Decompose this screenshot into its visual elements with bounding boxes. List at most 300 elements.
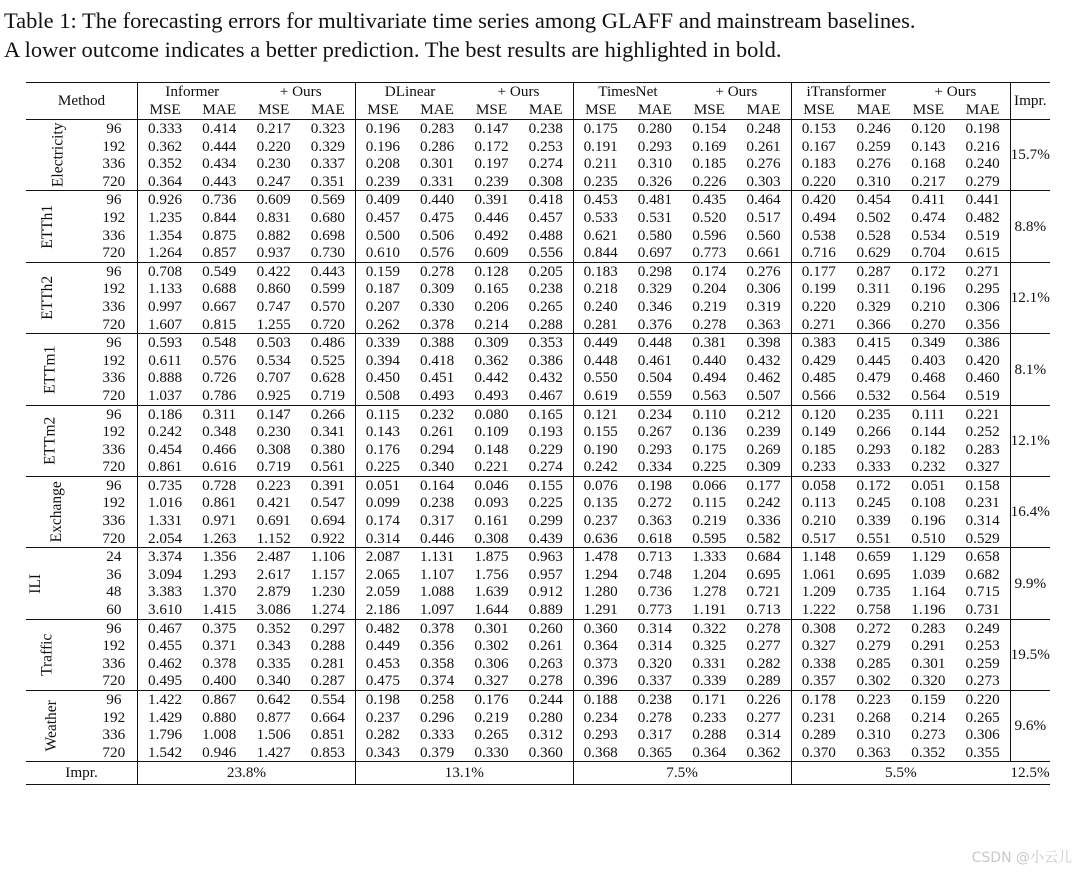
value-cell: 0.882	[256, 226, 291, 244]
value-cell: 0.306	[956, 726, 1010, 744]
model-header-informer-ours: + Ours	[246, 83, 355, 102]
value-cell: 1.370	[202, 583, 237, 601]
value-cell: 0.860	[256, 280, 291, 298]
value-cell: 1.133	[147, 280, 183, 298]
value-cell: 0.297	[301, 619, 355, 637]
value-cell: 0.503	[256, 334, 291, 352]
model-header-dlinear: DLinear	[384, 83, 436, 100]
value-cell: 0.454	[856, 191, 891, 209]
value-cell: 0.520	[692, 208, 727, 226]
value-cell: 0.349	[911, 334, 946, 352]
horizon-cell: 192	[91, 209, 138, 227]
value-cell: 0.310	[856, 726, 891, 744]
value-cell: 0.320	[911, 672, 946, 690]
value-cell: 0.219	[474, 708, 509, 726]
value-cell: 0.242	[147, 423, 183, 441]
horizon-cell: 96	[91, 476, 138, 494]
value-cell: 0.265	[956, 709, 1010, 727]
value-cell: 0.211	[583, 155, 618, 173]
value-cell: 0.517	[737, 209, 791, 227]
value-cell: 0.525	[301, 352, 355, 370]
horizon-cell: 336	[91, 726, 138, 744]
value-cell: 0.144	[911, 423, 946, 441]
value-cell: 0.276	[856, 155, 891, 173]
table-row	[26, 209, 1050, 227]
horizon-cell: 60	[91, 601, 138, 619]
value-cell: 0.363	[856, 743, 891, 761]
value-cell: 0.329	[856, 297, 891, 315]
value-cell: 0.773	[637, 601, 672, 619]
value-cell: 0.721	[737, 583, 791, 601]
value-cell: 0.773	[692, 244, 727, 262]
value-cell: 0.533	[583, 208, 618, 226]
value-cell: 0.283	[956, 441, 1010, 459]
value-cell: 0.474	[911, 208, 946, 226]
table-row	[26, 655, 1050, 673]
metric-header-mae: MAE	[856, 101, 891, 118]
metric-header-mse: MSE	[803, 101, 835, 118]
value-cell: 0.289	[801, 726, 836, 744]
metric-header-mae: MAE	[956, 101, 1010, 120]
value-cell: 3.086	[256, 601, 291, 619]
value-cell: 0.358	[419, 654, 455, 672]
value-cell: 0.697	[637, 244, 672, 262]
table-row	[26, 619, 1050, 637]
value-cell: 0.168	[911, 155, 946, 173]
table-row	[26, 316, 1050, 334]
value-cell: 0.214	[474, 315, 509, 333]
value-cell: 0.415	[856, 334, 891, 352]
value-cell: 0.165	[474, 280, 509, 298]
value-cell: 0.159	[911, 691, 946, 708]
value-cell: 0.376	[637, 315, 672, 333]
value-cell: 0.298	[637, 262, 672, 280]
value-cell: 0.363	[737, 316, 791, 334]
value-cell: 0.220	[256, 137, 291, 155]
method-header: Method	[26, 83, 138, 120]
value-cell: 0.278	[737, 619, 791, 637]
value-cell: 1.222	[801, 601, 836, 619]
value-cell: 0.453	[583, 191, 618, 209]
value-cell: 0.353	[519, 334, 573, 352]
value-cell: 0.329	[637, 280, 672, 298]
metric-header-mse: MSE	[475, 101, 508, 118]
value-cell: 0.360	[519, 744, 573, 762]
value-cell: 0.730	[301, 244, 355, 262]
value-cell: 0.274	[519, 155, 573, 173]
dataset-name-cell	[26, 691, 91, 762]
value-cell: 0.629	[856, 244, 891, 262]
value-cell: 0.457	[519, 209, 573, 227]
value-cell: 0.109	[474, 423, 509, 441]
horizon-cell: 192	[91, 637, 138, 655]
value-cell: 0.299	[519, 512, 573, 530]
value-cell: 0.664	[301, 709, 355, 727]
value-cell: 0.330	[474, 743, 509, 761]
value-cell: 0.232	[419, 405, 455, 423]
horizon-cell: 96	[91, 334, 138, 352]
value-cell: 0.274	[519, 458, 573, 476]
value-cell: 0.210	[801, 512, 836, 530]
value-cell: 0.880	[202, 708, 237, 726]
value-cell: 0.531	[637, 208, 672, 226]
value-cell: 0.561	[301, 458, 355, 476]
value-cell: 0.506	[419, 226, 455, 244]
value-cell: 0.680	[301, 209, 355, 227]
value-cell: 0.698	[301, 227, 355, 245]
value-cell: 0.411	[911, 191, 946, 209]
value-cell: 1.164	[911, 583, 946, 601]
value-cell: 0.322	[692, 619, 727, 637]
value-cell: 0.295	[956, 280, 1010, 298]
metric-header-mae: MAE	[737, 101, 791, 120]
table-row	[26, 191, 1050, 209]
value-cell: 0.355	[956, 744, 1010, 762]
value-cell: 0.963	[519, 548, 573, 566]
value-cell: 1.191	[692, 601, 727, 619]
value-cell: 0.336	[737, 512, 791, 530]
value-cell: 0.844	[202, 208, 237, 226]
value-cell: 0.351	[301, 173, 355, 191]
horizon-cell: 336	[91, 227, 138, 245]
value-cell: 0.466	[202, 440, 237, 458]
value-cell: 0.267	[637, 423, 672, 441]
value-cell: 1.196	[911, 601, 946, 619]
value-cell: 0.736	[637, 583, 672, 601]
horizon-cell: 96	[91, 405, 138, 423]
metric-header-mae: MAE	[301, 101, 355, 120]
value-cell: 0.314	[737, 726, 791, 744]
value-cell: 0.460	[956, 369, 1010, 387]
value-cell: 0.713	[737, 601, 791, 619]
value-cell: 0.352	[256, 619, 291, 637]
value-cell: 1.280	[583, 583, 618, 601]
value-cell: 0.273	[956, 672, 1010, 690]
value-cell: 1.016	[147, 494, 183, 512]
value-cell: 0.502	[856, 208, 891, 226]
value-cell: 1.294	[583, 565, 618, 583]
value-cell: 0.343	[256, 637, 291, 655]
value-cell: 0.368	[583, 743, 618, 761]
value-cell: 0.093	[474, 494, 509, 512]
value-cell: 0.226	[692, 172, 727, 190]
value-cell: 0.388	[419, 334, 455, 352]
value-cell: 0.262	[365, 315, 400, 333]
dataset-name: Weather	[42, 700, 60, 752]
value-cell: 0.398	[737, 334, 791, 352]
value-cell: 0.293	[637, 137, 672, 155]
value-cell: 0.861	[202, 494, 237, 512]
value-cell: 0.815	[202, 315, 237, 333]
value-cell: 0.293	[856, 440, 891, 458]
value-cell: 0.507	[737, 387, 791, 405]
value-cell: 0.519	[956, 227, 1010, 245]
value-cell: 1.209	[801, 583, 836, 601]
value-cell: 0.143	[365, 423, 400, 441]
value-cell: 0.172	[911, 262, 946, 280]
model-header-timesnet-ours: + Ours	[682, 83, 791, 102]
value-cell: 0.667	[202, 297, 237, 315]
value-cell: 0.175	[692, 440, 727, 458]
value-cell: 0.176	[474, 691, 509, 708]
value-cell: 0.494	[801, 208, 836, 226]
table-row	[26, 423, 1050, 441]
value-cell: 0.235	[856, 405, 891, 423]
value-cell: 0.420	[956, 352, 1010, 370]
value-cell: 0.306	[737, 280, 791, 298]
value-cell: 0.272	[637, 494, 672, 512]
value-cell: 0.329	[301, 138, 355, 156]
value-cell: 0.185	[801, 440, 836, 458]
value-cell: 0.308	[519, 173, 573, 191]
horizon-cell: 96	[91, 262, 138, 280]
value-cell: 0.684	[737, 548, 791, 566]
value-cell: 0.479	[856, 369, 891, 387]
value-cell: 0.517	[801, 529, 836, 547]
value-cell: 0.301	[474, 619, 509, 637]
value-cell: 0.066	[692, 476, 727, 494]
metric-header-mse: MSE	[912, 101, 944, 118]
value-cell: 0.237	[365, 708, 400, 726]
value-cell: 0.508	[365, 386, 400, 404]
horizon-cell: 96	[91, 191, 138, 209]
value-cell: 1.255	[256, 315, 291, 333]
value-cell: 0.610	[365, 244, 400, 262]
value-cell: 1.039	[911, 565, 946, 583]
value-cell: 0.238	[519, 280, 573, 298]
metric-header-mse: MSE	[367, 101, 399, 118]
value-cell: 0.177	[801, 262, 836, 280]
value-cell: 0.375	[202, 619, 237, 637]
value-cell: 0.283	[419, 120, 455, 137]
value-cell: 0.694	[301, 512, 355, 530]
value-cell: 0.210	[911, 297, 946, 315]
value-cell: 0.272	[856, 619, 891, 637]
value-cell: 1.037	[147, 386, 183, 404]
value-cell: 0.853	[301, 744, 355, 762]
value-cell: 0.238	[419, 494, 455, 512]
value-cell: 0.735	[147, 476, 183, 494]
value-cell: 0.444	[202, 137, 237, 155]
value-cell: 0.636	[583, 529, 618, 547]
value-cell: 0.432	[519, 369, 573, 387]
value-cell: 0.278	[419, 262, 455, 280]
value-cell: 0.446	[419, 529, 455, 547]
table-row	[26, 405, 1050, 423]
value-cell: 0.352	[911, 743, 946, 761]
value-cell: 0.391	[301, 476, 355, 494]
value-cell: 1.291	[583, 601, 618, 619]
value-cell: 0.352	[147, 155, 183, 173]
impr-summary-row	[26, 762, 1050, 785]
metric-header-mae: MAE	[420, 101, 454, 118]
dataset-name-cell	[26, 120, 91, 191]
value-cell: 0.233	[801, 458, 836, 476]
value-cell: 0.421	[256, 494, 291, 512]
value-cell: 0.619	[583, 386, 618, 404]
value-cell: 0.276	[737, 262, 791, 280]
impr-summary-value: 23.8%	[138, 762, 356, 785]
table-row	[26, 138, 1050, 156]
horizon-cell: 336	[91, 369, 138, 387]
dataset-name: ETTh1	[39, 204, 57, 249]
value-cell: 0.857	[202, 244, 237, 262]
value-cell: 1.235	[147, 208, 183, 226]
value-cell: 0.343	[365, 743, 400, 761]
value-cell: 1.356	[202, 548, 237, 566]
value-cell: 0.861	[147, 458, 183, 476]
value-cell: 1.152	[256, 529, 291, 547]
value-cell: 0.715	[956, 583, 1010, 601]
value-cell: 0.115	[692, 494, 727, 512]
value-cell: 0.333	[856, 458, 891, 476]
value-cell: 0.453	[365, 654, 400, 672]
value-cell: 0.691	[256, 512, 291, 530]
model-header-dlinear-ours: + Ours	[464, 83, 573, 102]
value-cell: 0.253	[519, 138, 573, 156]
table-row	[26, 726, 1050, 744]
value-cell: 1.278	[692, 583, 727, 601]
value-cell: 0.225	[365, 458, 400, 476]
value-cell: 0.158	[956, 476, 1010, 494]
value-cell: 0.726	[202, 369, 237, 387]
table-row	[26, 548, 1050, 566]
value-cell: 0.269	[737, 441, 791, 459]
value-cell: 0.576	[419, 244, 455, 262]
value-cell: 0.282	[365, 726, 400, 744]
value-cell: 0.450	[365, 369, 400, 387]
value-cell: 0.271	[956, 262, 1010, 280]
metric-header-mse: MSE	[585, 101, 617, 118]
value-cell: 0.248	[737, 120, 791, 138]
value-cell: 1.204	[692, 565, 727, 583]
value-cell: 0.306	[956, 298, 1010, 316]
horizon-cell: 192	[91, 494, 138, 512]
value-cell: 0.239	[474, 172, 509, 190]
value-cell: 0.259	[856, 137, 891, 155]
value-cell: 1.415	[202, 601, 237, 619]
value-cell: 0.217	[911, 172, 946, 190]
value-cell: 0.285	[856, 654, 891, 672]
value-cell: 0.758	[856, 601, 891, 619]
value-cell: 0.451	[419, 369, 455, 387]
value-cell: 0.467	[147, 619, 183, 637]
value-cell: 0.432	[737, 352, 791, 370]
table-row	[26, 583, 1050, 601]
value-cell: 0.485	[801, 369, 836, 387]
value-cell: 0.246	[856, 120, 891, 137]
dataset-name: Electricity	[49, 122, 67, 188]
value-cell: 0.174	[365, 512, 400, 530]
caption-line-2: A lower outcome indicates a better prediction. The best results are highlighted in bold.	[4, 37, 782, 62]
value-cell: 0.237	[583, 512, 618, 530]
value-cell: 0.149	[801, 423, 836, 441]
value-cell: 0.207	[365, 297, 400, 315]
value-cell: 0.564	[911, 386, 946, 404]
dataset-name-cell	[26, 476, 91, 547]
value-cell: 0.486	[301, 334, 355, 352]
value-cell: 0.310	[637, 155, 672, 173]
table-row	[26, 494, 1050, 512]
value-cell: 0.844	[583, 244, 618, 262]
horizon-cell: 192	[91, 423, 138, 441]
value-cell: 0.271	[801, 315, 836, 333]
value-cell: 0.341	[301, 423, 355, 441]
metric-header-mae: MAE	[202, 101, 237, 118]
value-cell: 0.716	[801, 244, 836, 262]
value-cell: 0.196	[365, 137, 400, 155]
value-cell: 0.611	[148, 351, 182, 369]
dataset-name-cell	[26, 548, 91, 619]
table-row	[26, 476, 1050, 494]
value-cell: 0.216	[956, 138, 1010, 156]
value-cell: 0.551	[856, 529, 891, 547]
value-cell: 0.383	[801, 334, 836, 352]
value-cell: 3.610	[147, 601, 183, 619]
horizon-cell: 720	[91, 458, 138, 476]
value-cell: 0.563	[692, 386, 727, 404]
value-cell: 0.220	[956, 691, 1010, 709]
value-cell: 0.280	[637, 120, 672, 137]
value-cell: 3.383	[147, 583, 183, 601]
dataset-impr: 8.8%	[1014, 217, 1047, 235]
value-cell: 0.394	[365, 351, 400, 369]
value-cell: 0.120	[911, 120, 946, 137]
value-cell: 0.244	[519, 691, 573, 709]
value-cell: 0.051	[911, 476, 946, 494]
value-cell: 0.175	[583, 120, 618, 137]
value-cell: 0.363	[637, 512, 672, 530]
dataset-impr: 12.1%	[1010, 289, 1050, 307]
value-cell: 0.443	[202, 172, 237, 190]
value-cell: 0.440	[692, 351, 727, 369]
value-cell: 0.296	[419, 708, 455, 726]
value-cell: 0.278	[519, 672, 573, 690]
value-cell: 0.276	[737, 155, 791, 173]
horizon-cell: 192	[91, 709, 138, 727]
value-cell: 0.338	[801, 654, 836, 672]
table-row	[26, 369, 1050, 387]
value-cell: 0.658	[956, 548, 1010, 566]
value-cell: 0.381	[692, 334, 727, 352]
table-row	[26, 458, 1050, 476]
table-caption	[4, 6, 1072, 64]
value-cell: 0.340	[256, 672, 291, 690]
value-cell: 0.457	[365, 208, 400, 226]
model-header-itransformer-ours: + Ours	[901, 83, 1010, 102]
value-cell: 0.198	[365, 691, 400, 708]
dataset-name-cell	[26, 405, 91, 476]
value-cell: 0.111	[911, 405, 945, 423]
value-cell: 0.183	[583, 262, 618, 280]
value-cell: 0.442	[474, 369, 509, 387]
value-cell: 0.234	[583, 708, 618, 726]
value-cell: 0.076	[583, 476, 618, 494]
value-cell: 0.288	[692, 726, 727, 744]
value-cell: 0.220	[801, 297, 836, 315]
value-cell: 0.454	[147, 440, 183, 458]
value-cell: 0.270	[911, 315, 946, 333]
value-cell: 0.219	[692, 297, 727, 315]
value-cell: 0.187	[365, 280, 400, 298]
metric-header-mae: MAE	[638, 101, 672, 118]
value-cell: 0.713	[637, 548, 672, 566]
value-cell: 0.198	[956, 120, 1010, 138]
value-cell: 0.570	[301, 298, 355, 316]
value-cell: 0.218	[583, 280, 618, 298]
value-cell: 0.281	[301, 655, 355, 673]
value-cell: 0.289	[737, 672, 791, 690]
